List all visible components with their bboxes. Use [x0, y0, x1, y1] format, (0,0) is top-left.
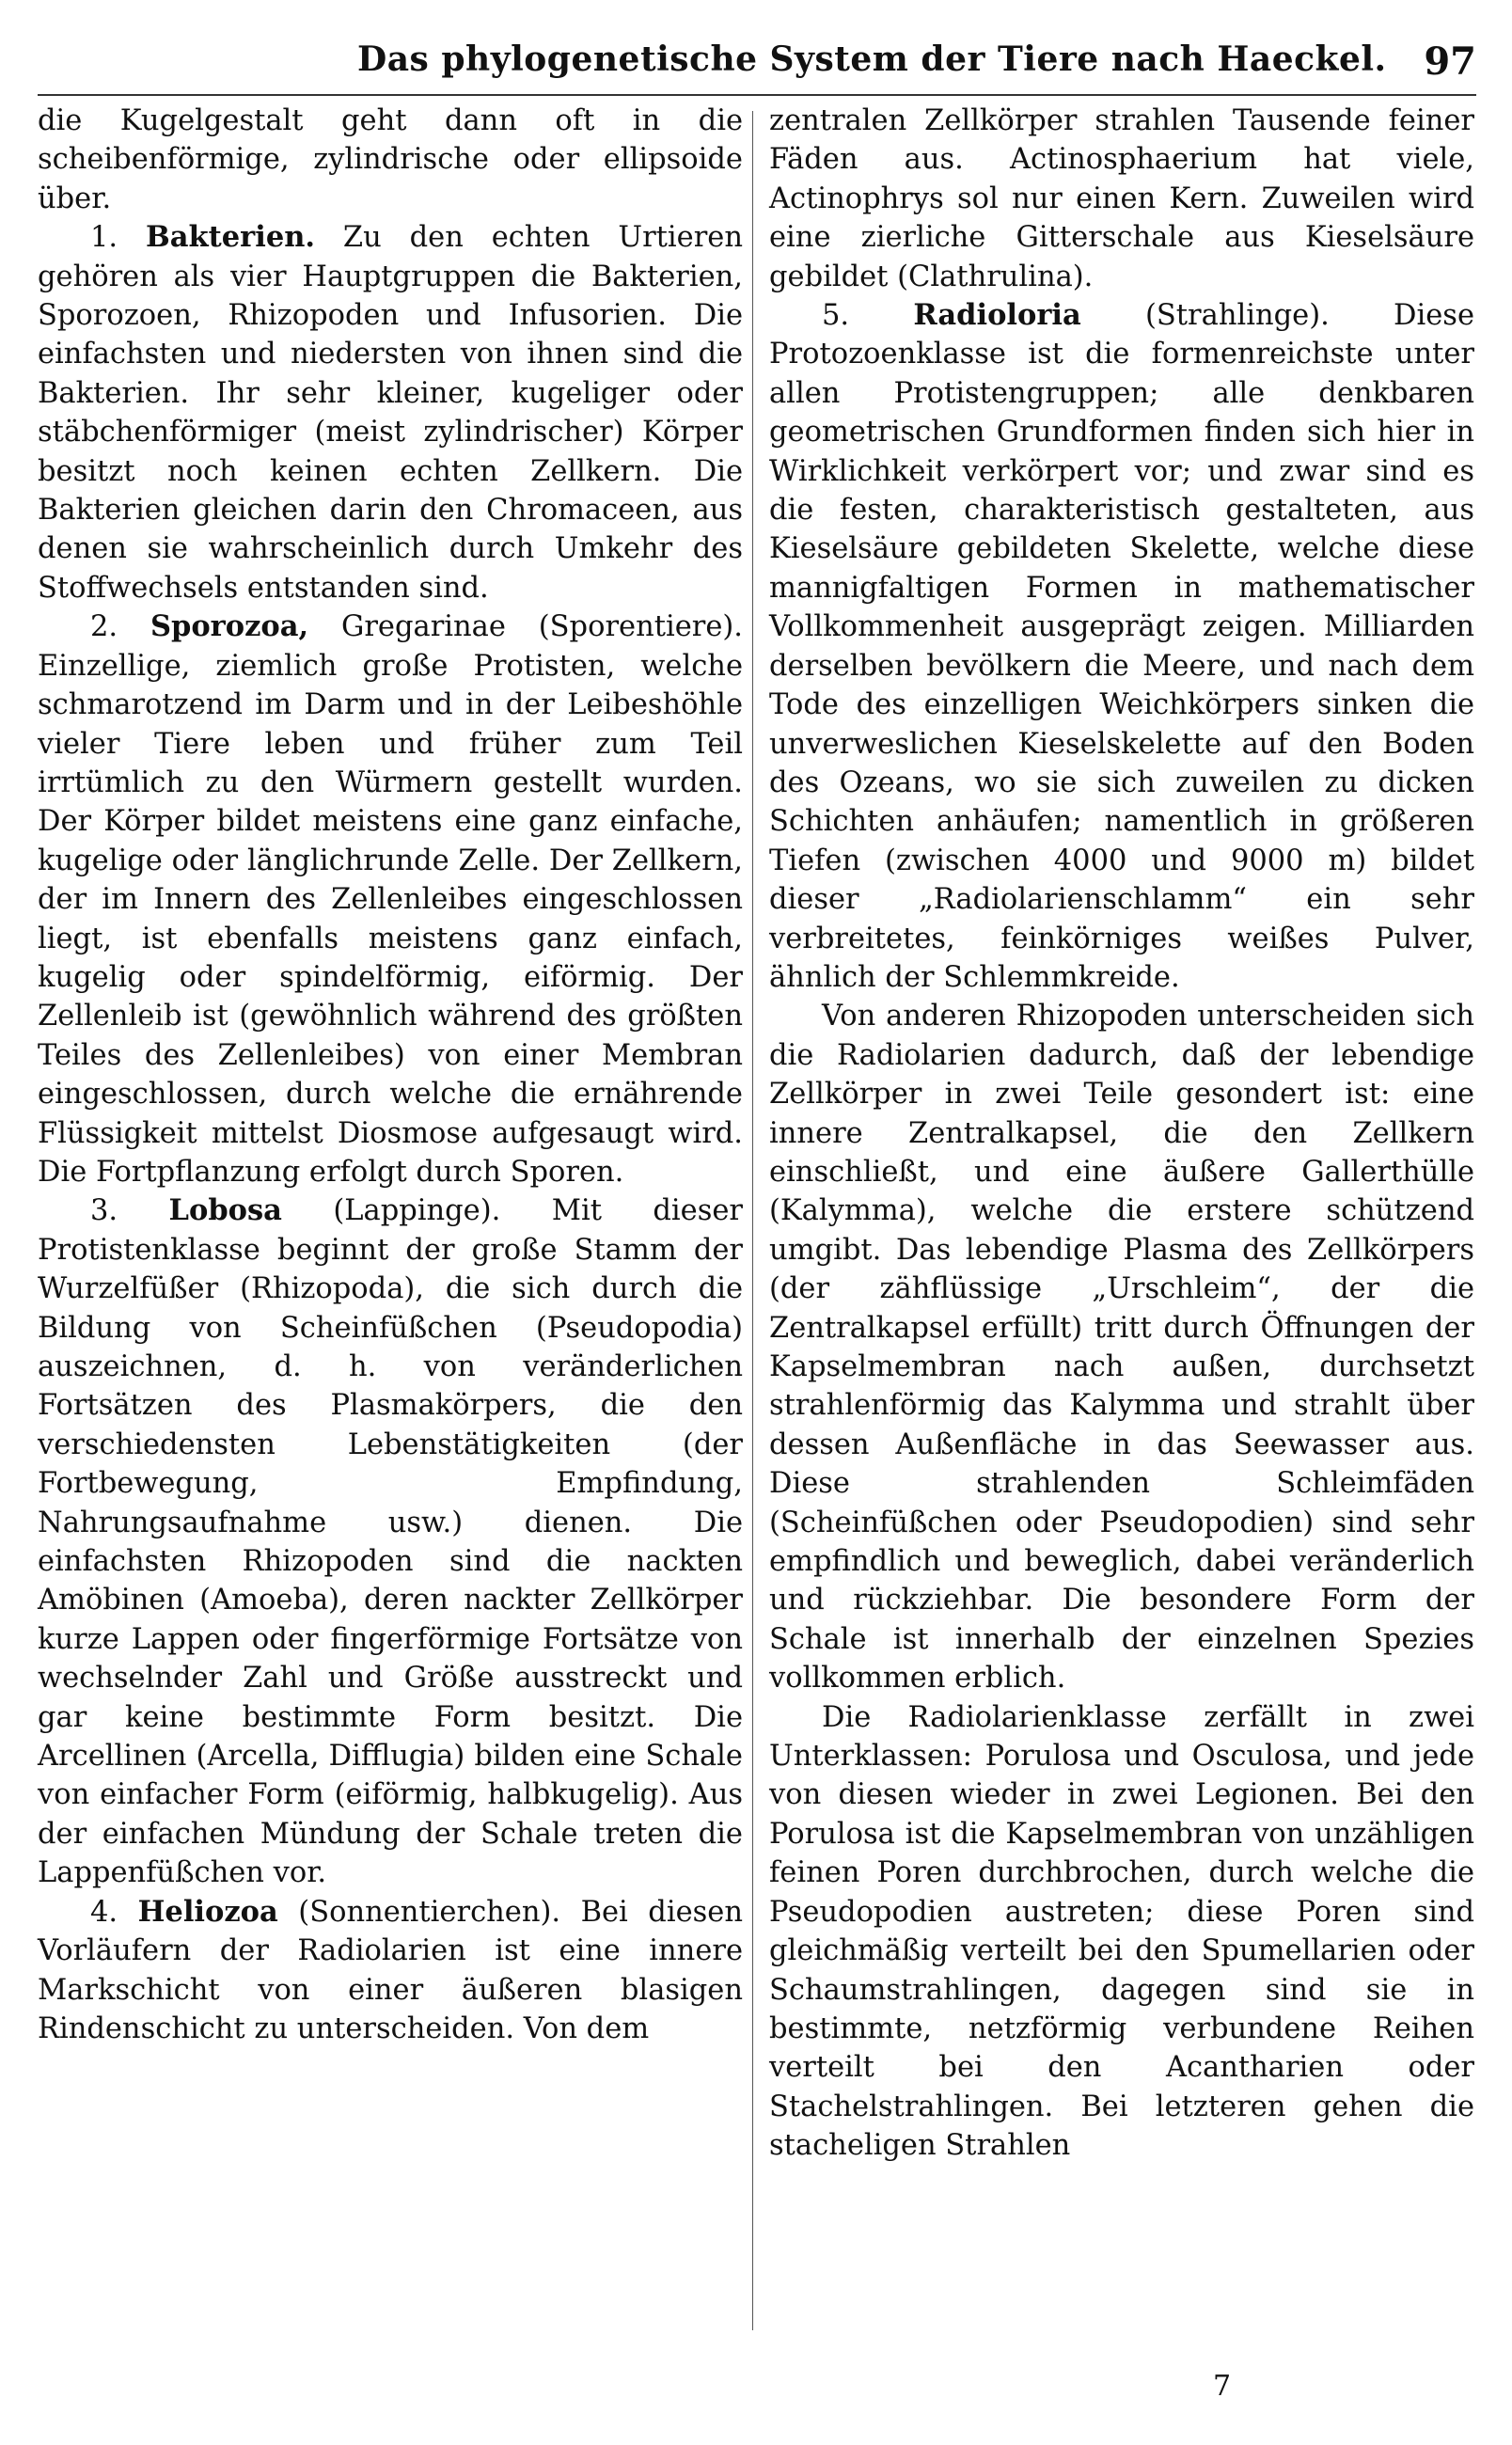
signature-mark: 7 [1213, 2370, 1232, 2403]
paragraph [38, 102, 743, 218]
paragraph-text: (Sonnentierchen). Bei diesen Vorläufern der Radiolarien ist eine innere Markschicht von einer äußeren blasigen Rindenschicht zu unterscheiden. Von dem [38, 1895, 743, 2045]
page-number: 97 [1424, 39, 1476, 84]
paragraph [38, 218, 743, 607]
paragraph-text: Von anderen Rhizopoden unterscheiden sich die Radiolarien dadurch, daß der lebendige Zellkörper in zwei Teile gesondert ist: eine innere Zentralkapsel, die den Zellkern einschließt, und eine äußere Gallerthülle (Kalymma), welche die erstere schützend umgibt. Das lebendige Plasma des Zellkörpers (der zähflüssige „Urschleim“, der die Zentralkapsel erfüllt) tritt durch Öffnungen der Kapselmembran nach außen, durchsetzt strahlenförmig das Kalymma und strahlt über dessen Außenfläche in das Seewasser aus. Diese strahlenden Schleimfäden (Scheinfüßchen oder Pseudopodien) sind sehr empfindlich und beweglich, dabei veränderlich und rückziehbar. Die besondere Form der Schale ist innerhalb der einzelnen Spezies vollkommen erblich. [769, 1000, 1474, 1696]
paragraph-text: zentralen Zellkörper strahlen Tausende feiner Fäden aus. Actinosphaerium hat viele, Actinophrys sol nur einen Kern. Zuweilen wird eine zierliche Gitterschale aus Kieselsäure gebildet (Clathrulina). [769, 104, 1474, 293]
right-column [769, 102, 1474, 2166]
paragraph-text: 2. [90, 610, 150, 644]
paragraph [38, 1191, 743, 1892]
paragraph-text: die Kugelgestalt geht dann oft in die scheibenförmige, zylindrische oder ellipsoide über. [38, 104, 743, 215]
paragraph-text: 1. [90, 221, 146, 255]
paragraph-text: Zu den echten Urtieren gehören als vier Hauptgruppen die Bakterien, Sporozoen, Rhizopoden und Infusorien. Die einfachsten und niedersten von ihnen sind die Bakterien. Ihr sehr kleiner, kugeliger oder stäbchenförmiger (meist zylindrischer) Körper besitzt noch keinen echten Zellkern. Die Bakterien gleichen darin den Chromaceen, aus denen sie wahrscheinlich durch Umkehr des Stoffwechsels entstanden sind. [38, 221, 743, 605]
paragraph-text: Die Radiolarienklasse zerfällt in zwei Unterklassen: Porulosa und Osculosa, und jede von diesen wieder in zwei Legionen. Bei den Porulosa ist die Kapselmembran von unzähligen feinen Poren durchbrochen, durch welche die Pseudopodien austreten; diese Poren sind gleichmäßig verteilt bei den Spumellarien oder Schaumstrahlingen, dagegen sind sie in bestimmte, netzförmig verbundene Reihen verteilt bei den Acantharien oder Stachelstrahlingen. Bei letzteren gehen die stacheligen Strahlen [769, 1700, 1474, 2163]
header-rule [38, 94, 1476, 96]
paragraph [38, 1893, 743, 2049]
paragraph [769, 997, 1474, 1697]
paragraph [769, 102, 1474, 296]
paragraph [38, 607, 743, 1191]
paragraph-text: 3. [90, 1194, 169, 1228]
paragraph-heading: Radioloria [913, 298, 1081, 333]
paragraph-text: (Lappinge). Mit dieser Protistenklasse beginnt der große Stamm der Wurzelfüßer (Rhizopoda), die sich durch die Bildung von Scheinfüßchen (Pseudopodia) auszeichnen, d. h. von veränderlichen Fortsätzen des Plasmakörpers, die den verschiedensten Lebenstätigkeiten (der Fortbewegung, Empfindung, Nahrungsaufnahme usw.) dienen. Die einfachsten Rhizopoden sind die nackten Amöbinen (Amoeba), deren nackter Zellkörper kurze Lappen oder fingerförmige Fortsätze von wechselnder Zahl und Größe ausstreckt und gar keine bestimmte Form besitzt. Die Arcellinen (Arcella, Difflugia) bilden eine Schale von einfacher Form (eiförmig, halbkugelig). Aus der einfachen Mündung der Schale treten die Lappenfüßchen vor. [38, 1194, 744, 1890]
paragraph-text: Gregarinae (Sporentiere). Einzellige, ziemlich große Protisten, welche schmarotzend im Darm und in der Leibeshöhle vieler Tiere leben und früher zum Teil irrtümlich zu den Würmern gestellt wurden. Der Körper bildet meistens eine ganz einfache, kugelige oder länglichrunde Zelle. Der Zellkern, der im Innern des Zellenleibes eingeschlossen liegt, ist ebenfalls meistens ganz einfach, kugelig oder spindelförmig, eiförmig. Der Zellenleib ist (gewöhnlich während des größten Teiles des Zellenleibes) von einer Membran eingeschlossen, durch welche die ernährende Flüssigkeit mittelst Diosmose aufgesaugt wird. Die Fortpflanzung erfolgt durch Sporen. [38, 610, 743, 1189]
paragraph-heading: Lobosa [168, 1193, 282, 1228]
column-divider [752, 111, 753, 2330]
paragraph [769, 296, 1474, 997]
paragraph-text: 4. [90, 1895, 138, 1929]
paragraph-heading: Heliozoa [137, 1894, 278, 1929]
paragraph-text: (Strahlinge). Diese Protozoenklasse ist die formenreichste unter allen Protistengruppen; alle denkbaren geometrischen Grundformen finden sich hier in Wirklichkeit verkörpert vor; und zwar sind es die festen, charakteristisch gestalteten, aus Kieselsäure gebildeten Skelette, welche diese mannigfaltigen Formen in mathematischer Vollkommenheit ausgeprägt zeigen. Milliarden derselben bevölkern die Meere, und nach dem Tode des einzelligen Weichkörpers sinken die unverweslichen Kieselskelette auf den Boden des Ozeans, wo sie sich zuweilen zu dicken Schichten anhäufen; namentlich in größeren Tiefen (zwischen 4000 und 9000 m) bildet dieser „Radiolarienschlamm“ ein sehr verbreitetes, feinkörniges weißes Pulver, ähnlich der Schlemmkreide. [769, 299, 1474, 994]
running-head [0, 36, 1512, 92]
paragraph [769, 1698, 1474, 2166]
paragraph-text: 5. [822, 299, 914, 333]
paragraph-heading: Sporozoa, [150, 609, 309, 644]
paragraph-heading: Bakterien. [146, 220, 316, 255]
left-column [38, 102, 743, 2048]
running-title: Das phylogenetische System der Tiere nach Haeckel. [357, 39, 1387, 79]
